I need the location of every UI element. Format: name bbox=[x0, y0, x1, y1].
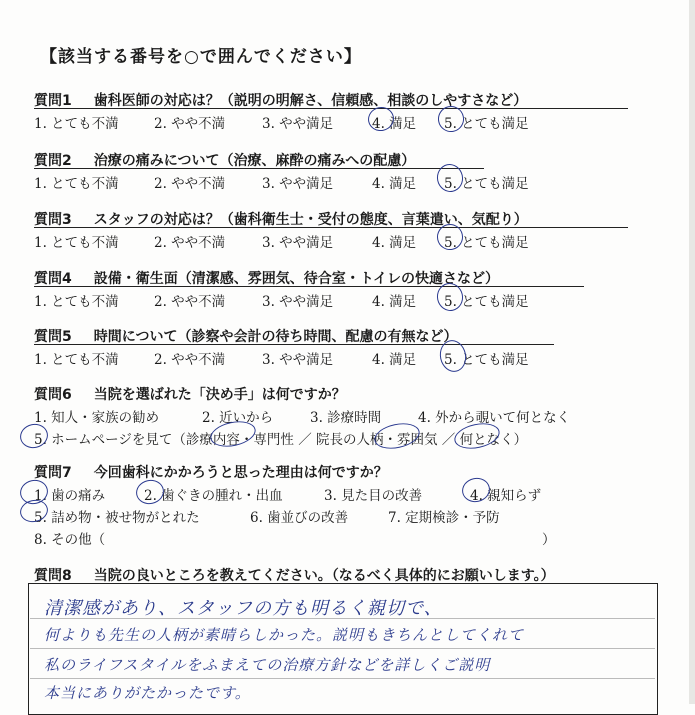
option-4[interactable]: 4. 満足 bbox=[372, 235, 417, 251]
option-1[interactable]: 1. とても不満 bbox=[34, 176, 119, 192]
question-number: 質問7 bbox=[34, 465, 72, 481]
handwritten-answer-line: 何よりも先生の人柄が素晴らしかった。説明もきちんとしてくれて bbox=[44, 626, 525, 644]
question-number: 質問3 bbox=[34, 212, 72, 228]
question-4 bbox=[34, 268, 529, 310]
option-row bbox=[34, 428, 528, 448]
option-1[interactable]: 1. とても不満 bbox=[34, 352, 119, 368]
option-1[interactable]: 1. 歯の痛み bbox=[34, 488, 106, 504]
handwritten-answer-line: 清潔感があり、スタッフの方も明るく親切で、 bbox=[44, 598, 443, 619]
divider bbox=[34, 168, 484, 169]
question-2 bbox=[34, 150, 529, 192]
option-5[interactable]: 5. とても満足 bbox=[444, 235, 529, 251]
question-number: 質問2 bbox=[34, 153, 72, 169]
question-text: 時間について（診察や会計の待ち時間、配慮の有無など） bbox=[93, 329, 458, 345]
divider bbox=[34, 344, 554, 345]
option-1[interactable]: 1. とても不満 bbox=[34, 294, 119, 310]
option-1[interactable]: 1. 知人・家族の勧め bbox=[34, 410, 160, 426]
option-2[interactable]: 2. やや不満 bbox=[154, 294, 226, 310]
option-3[interactable]: 3. 診療時間 bbox=[310, 410, 382, 426]
option-5[interactable]: 5. とても満足 bbox=[444, 352, 529, 368]
question-number: 質問8 bbox=[34, 568, 72, 584]
question-text: 治療の痛みについて（治療、麻酔の痛みへの配慮） bbox=[93, 153, 416, 169]
question-text: スタッフの対応は？（歯科衛生士・受付の態度、言葉遣い、気配り） bbox=[93, 212, 528, 228]
option-5[interactable]: 5. とても満足 bbox=[444, 176, 529, 192]
question-6 bbox=[34, 384, 571, 448]
question-7 bbox=[34, 462, 556, 548]
question-text: 当院を選ばれた「決め手」は何ですか？ bbox=[93, 387, 346, 403]
option-2[interactable]: 2. 近いから bbox=[202, 410, 274, 426]
question-number: 質問5 bbox=[34, 329, 72, 345]
option-row bbox=[34, 506, 500, 526]
option-2[interactable]: 2. 歯ぐきの腫れ・出血 bbox=[144, 488, 283, 504]
option-5[interactable]: 5. とても満足 bbox=[444, 294, 529, 310]
option-5[interactable]: 5. とても満足 bbox=[444, 116, 529, 132]
option-2[interactable]: 2. やや不満 bbox=[154, 176, 226, 192]
option-3[interactable]: 3. やや満足 bbox=[262, 235, 334, 251]
question-number: 質問4 bbox=[34, 271, 72, 287]
option-3[interactable]: 3. やや満足 bbox=[262, 176, 334, 192]
question-text: 今回歯科にかかろうと思った理由は何ですか？ bbox=[93, 465, 388, 481]
option-1[interactable]: 1. とても不満 bbox=[34, 235, 119, 251]
option-4[interactable]: 4. 親知らず bbox=[470, 488, 542, 504]
option-4[interactable]: 4. 満足 bbox=[372, 352, 417, 368]
option-row bbox=[34, 484, 542, 504]
option-3[interactable]: 3. 見た目の改善 bbox=[324, 488, 423, 504]
option-5[interactable]: 5. 詰め物・被せ物がとれた bbox=[34, 510, 200, 526]
option-6[interactable]: 6. 歯並びの改善 bbox=[250, 510, 349, 526]
option-1[interactable]: 1. とても不満 bbox=[34, 116, 119, 132]
option-row bbox=[34, 348, 529, 368]
option-4[interactable]: 4. 外から覗いて何となく bbox=[418, 410, 571, 426]
option-5[interactable]: 5. ホームページを見て（診療内容・専門性 ／ 院長の人柄・雰囲気 ／ 何となく） bbox=[34, 432, 528, 448]
handwritten-answer-line: 本当にありがたかったです。 bbox=[44, 684, 251, 702]
option-3[interactable]: 3. やや満足 bbox=[262, 294, 334, 310]
divider bbox=[34, 108, 628, 109]
question-5 bbox=[34, 326, 529, 368]
option-2[interactable]: 2. やや不満 bbox=[154, 352, 226, 368]
option-row bbox=[34, 406, 571, 426]
option-7[interactable]: 7. 定期検診・予防 bbox=[388, 510, 500, 526]
option-2[interactable]: 2. やや不満 bbox=[154, 116, 226, 132]
other-close-paren: ） bbox=[542, 532, 556, 548]
option-4[interactable]: 4. 満足 bbox=[372, 294, 417, 310]
option-row bbox=[34, 528, 556, 548]
divider bbox=[34, 227, 628, 228]
option-4[interactable]: 4. 満足 bbox=[372, 176, 417, 192]
question-number: 質問6 bbox=[34, 387, 72, 403]
question-number: 質問1 bbox=[34, 93, 72, 109]
form-heading: 【該当する番号を○で囲んでください】 bbox=[40, 47, 362, 67]
question-text: 当院の良いところを教えてください。（なるべく具体的にお願いします。） bbox=[93, 568, 555, 584]
option-8[interactable]: 8. その他（ bbox=[34, 532, 106, 548]
option-4[interactable]: 4. 満足 bbox=[372, 116, 417, 132]
option-2[interactable]: 2. やや不満 bbox=[154, 235, 226, 251]
question-text: 設備・衛生面（清潔感、雰囲気、待合室・トイレの快適さなど） bbox=[93, 271, 500, 287]
writing-guide bbox=[30, 648, 655, 649]
scan-edge bbox=[689, 0, 695, 704]
question-text: 歯科医師の対応は？（説明の明解さ、信頼感、相談のしやすさなど） bbox=[93, 93, 528, 109]
handwritten-answer-line: 私のライフスタイルをふまえての治療方針などを詳しくご説明 bbox=[44, 656, 491, 674]
option-row bbox=[34, 290, 529, 310]
divider bbox=[34, 286, 584, 287]
option-3[interactable]: 3. やや満足 bbox=[262, 352, 334, 368]
writing-guide bbox=[30, 678, 655, 679]
option-row bbox=[34, 172, 529, 192]
question-8 bbox=[34, 565, 555, 585]
option-3[interactable]: 3. やや満足 bbox=[262, 116, 334, 132]
